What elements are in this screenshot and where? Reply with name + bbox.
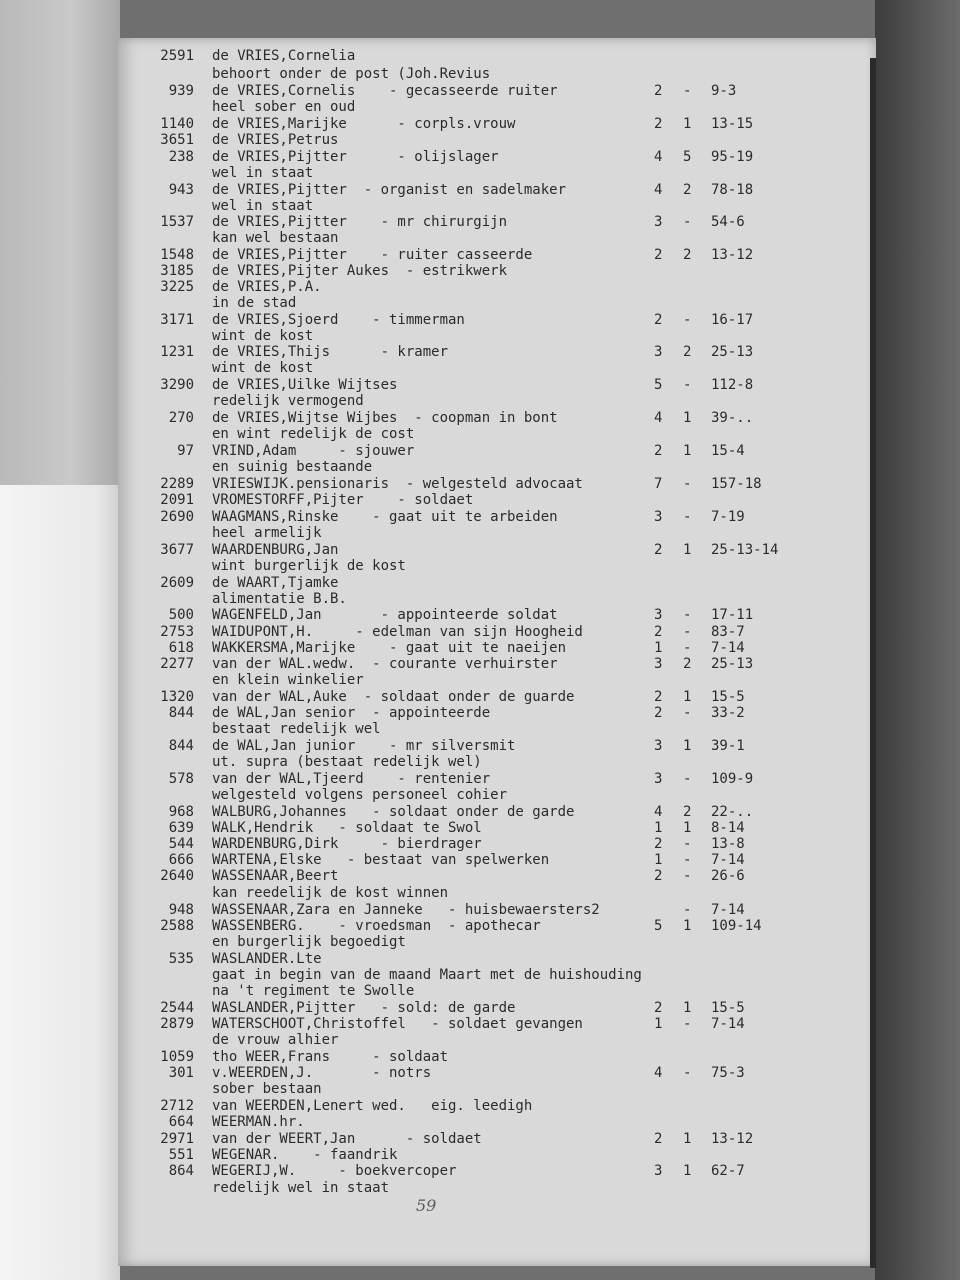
column-a: 3 — [654, 509, 663, 525]
entry-number: 1059 — [160, 1049, 194, 1065]
entry-number: 2971 — [160, 1131, 194, 1147]
column-b: 1 — [683, 820, 692, 836]
register-row — [118, 868, 876, 884]
column-b: - — [683, 1065, 692, 1081]
column-a: 1 — [654, 820, 663, 836]
entry-text: welgesteld volgens personeel cohier — [212, 787, 508, 803]
register-row — [118, 983, 876, 999]
column-a: 3 — [654, 656, 663, 672]
register-row — [118, 509, 876, 525]
column-c: 7-14 — [711, 640, 745, 656]
entry-text: WAAGMANS,Rinske - gaat uit te arbeiden — [212, 509, 558, 525]
column-c: 95-19 — [711, 149, 754, 165]
register-row — [118, 443, 876, 459]
column-b: 2 — [683, 344, 692, 360]
register-row — [118, 263, 876, 279]
register-row — [118, 492, 876, 508]
entry-text: de vrouw alhier — [212, 1032, 339, 1048]
column-c: 7-14 — [711, 852, 745, 868]
column-c: 78-18 — [711, 182, 754, 198]
column-c: 13-12 — [711, 1131, 754, 1147]
entry-number: 618 — [168, 640, 194, 656]
entry-number: 639 — [168, 820, 194, 836]
column-c: 7-14 — [711, 1016, 745, 1032]
column-a: 4 — [654, 1065, 663, 1081]
entry-number: 666 — [168, 852, 194, 868]
column-b: - — [683, 852, 692, 868]
column-c: 25-13 — [711, 656, 754, 672]
column-b: - — [683, 902, 692, 918]
column-c: 15-4 — [711, 443, 745, 459]
register-row — [118, 934, 876, 950]
column-b: - — [683, 868, 692, 884]
register-row — [118, 558, 876, 574]
entry-number: 2289 — [160, 476, 194, 492]
register-row — [118, 426, 876, 442]
register-row — [118, 689, 876, 705]
entry-text: en burgerlijk begoedigt — [212, 934, 406, 950]
column-a: 2 — [654, 83, 663, 99]
register-row — [118, 247, 876, 263]
column-c: 39-.. — [711, 410, 754, 426]
column-b: 1 — [683, 116, 692, 132]
column-a: 5 — [654, 918, 663, 934]
column-a: 2 — [654, 116, 663, 132]
entry-text: WALBURG,Johannes - soldaat onder de garde — [212, 804, 575, 820]
entry-text: de VRIES,Pijtter - ruiter casseerde — [212, 247, 533, 263]
register-row — [118, 951, 876, 967]
column-b: - — [683, 476, 692, 492]
entry-text: ut. supra (bestaat redelijk wel) — [212, 754, 482, 770]
column-b: 5 — [683, 149, 692, 165]
entry-text: WEERMAN.hr. — [212, 1114, 305, 1130]
entry-number: 844 — [168, 738, 194, 754]
column-a: 1 — [654, 640, 663, 656]
register-row — [118, 459, 876, 475]
column-a: 2 — [654, 542, 663, 558]
entry-text: WASSENAAR,Beert — [212, 868, 339, 884]
entry-number: 3677 — [160, 542, 194, 558]
register-row — [118, 1163, 876, 1179]
entry-text: behoort onder de post (Joh.Revius — [212, 66, 491, 82]
entry-text: van der WAL.wedw. - courante verhuirster — [212, 656, 558, 672]
entry-number: 664 — [168, 1114, 194, 1130]
register-row — [118, 1180, 876, 1196]
column-a: 2 — [654, 705, 663, 721]
register-row — [118, 132, 876, 148]
column-a: 2 — [654, 689, 663, 705]
entry-text: WARDENBURG,Dirk - bierdrager — [212, 836, 482, 852]
register-row — [118, 525, 876, 541]
document-page — [118, 38, 876, 1266]
entry-text: sober bestaan — [212, 1081, 322, 1097]
column-a: 4 — [654, 182, 663, 198]
entry-text: WEGENAR. - faandrik — [212, 1147, 398, 1163]
register-row — [118, 1016, 876, 1032]
register-row — [118, 836, 876, 852]
entry-text: de VRIES,Marijke - corpls.vrouw — [212, 116, 516, 132]
column-a: 2 — [654, 247, 663, 263]
entry-number: 943 — [168, 182, 194, 198]
register-row — [118, 83, 876, 99]
page-number: 59 — [416, 1196, 437, 1215]
register-row — [118, 149, 876, 165]
column-b: 1 — [683, 1000, 692, 1016]
entry-text: na 't regiment te Swolle — [212, 983, 415, 999]
column-b: - — [683, 83, 692, 99]
entry-text: WAKKERSMA,Marijke - gaat uit te naeijen — [212, 640, 567, 656]
entry-number: 270 — [168, 410, 194, 426]
register-row — [118, 771, 876, 787]
entry-number: 2879 — [160, 1016, 194, 1032]
entry-number: 2640 — [160, 868, 194, 884]
column-b: 1 — [683, 443, 692, 459]
register-row — [118, 48, 876, 64]
register-row — [118, 165, 876, 181]
column-b: 1 — [683, 1131, 692, 1147]
column-a: 2 — [654, 836, 663, 852]
register-row — [118, 476, 876, 492]
entry-text: tho WEER,Frans - soldaat — [212, 1049, 449, 1065]
entry-number: 1548 — [160, 247, 194, 263]
register-row — [118, 182, 876, 198]
entry-text: en suinig bestaande — [212, 459, 373, 475]
entry-text: de VRIES,Wijtse Wijbes - coopman in bont — [212, 410, 558, 426]
column-b: 1 — [683, 1163, 692, 1179]
column-a: 4 — [654, 149, 663, 165]
entry-number: 948 — [168, 902, 194, 918]
register-row — [118, 230, 876, 246]
register-row — [118, 214, 876, 230]
entry-number: 2588 — [160, 918, 194, 934]
column-a: 4 — [654, 410, 663, 426]
column-b: - — [683, 771, 692, 787]
entry-number: 2690 — [160, 509, 194, 525]
column-a: 7 — [654, 476, 663, 492]
column-c: 15-5 — [711, 1000, 745, 1016]
entry-text: heel armelijk — [212, 525, 322, 541]
column-b: 2 — [683, 656, 692, 672]
entry-text: redelijk wel in staat — [212, 1180, 390, 1196]
register-row — [118, 804, 876, 820]
column-b: 1 — [683, 689, 692, 705]
entry-number: 238 — [168, 149, 194, 165]
register-row — [118, 918, 876, 934]
entry-text: de VRIES,Sjoerd - timmerman — [212, 312, 465, 328]
column-b: 1 — [683, 542, 692, 558]
column-b: - — [683, 509, 692, 525]
entry-text: van WEERDEN,Lenert wed. eig. leedigh — [212, 1098, 533, 1114]
register-row — [118, 640, 876, 656]
column-c: 62-7 — [711, 1163, 745, 1179]
column-a: 4 — [654, 804, 663, 820]
entry-text: WATERSCHOOT,Christoffel - soldaet gevangen — [212, 1016, 583, 1032]
column-a: 3 — [654, 771, 663, 787]
register-row — [118, 1081, 876, 1097]
column-a: 2 — [654, 1000, 663, 1016]
register-row — [118, 99, 876, 115]
column-a: 2 — [654, 443, 663, 459]
column-a: 1 — [654, 1016, 663, 1032]
column-c: 109-9 — [711, 771, 754, 787]
register-row — [118, 738, 876, 754]
register-row — [118, 410, 876, 426]
entry-number: 1140 — [160, 116, 194, 132]
register-row — [118, 1000, 876, 1016]
column-c: 7-19 — [711, 509, 745, 525]
entry-text: v.WEERDEN,J. - notrs — [212, 1065, 432, 1081]
page-edge — [870, 58, 876, 1268]
entry-text: VRIND,Adam - sjouwer — [212, 443, 415, 459]
column-c: 7-14 — [711, 902, 745, 918]
entry-text: bestaat redelijk wel — [212, 721, 381, 737]
entry-number: 2712 — [160, 1098, 194, 1114]
entry-text: de WAL,Jan senior - appointeerde — [212, 705, 491, 721]
entry-number: 2277 — [160, 656, 194, 672]
register-row — [118, 377, 876, 393]
column-b: 1 — [683, 738, 692, 754]
entry-text: wint de kost — [212, 328, 314, 344]
entry-number: 3225 — [160, 279, 194, 295]
column-b: - — [683, 312, 692, 328]
register-row — [118, 1147, 876, 1163]
entry-text: de VRIES,Cornelis - gecasseerde ruiter — [212, 83, 558, 99]
column-c: 13-15 — [711, 116, 754, 132]
entry-text: van der WAL,Auke - soldaat onder de guarde — [212, 689, 575, 705]
column-a: 2 — [654, 1131, 663, 1147]
column-c: 25-13-14 — [711, 542, 779, 558]
register-row — [118, 852, 876, 868]
register-row — [118, 705, 876, 721]
entry-text: VRIESWIJK.pensionaris - welgesteld advocaat — [212, 476, 583, 492]
entry-text: WASSENAAR,Zara en Janneke - huisbewaersters2 — [212, 902, 600, 918]
entry-text: kan reedelijk de kost winnen — [212, 885, 449, 901]
register-row — [118, 656, 876, 672]
register-row — [118, 1032, 876, 1048]
entry-number: 2609 — [160, 575, 194, 591]
entry-number: 97 — [177, 443, 194, 459]
entry-text: de WAL,Jan junior - mr silversmit — [212, 738, 516, 754]
entry-text: en wint redelijk de cost — [212, 426, 415, 442]
register-row — [118, 672, 876, 688]
entry-text: de WAART,Tjamke — [212, 575, 339, 591]
register-row — [118, 344, 876, 360]
column-c: 54-6 — [711, 214, 745, 230]
register-row — [118, 607, 876, 623]
entry-number: 2544 — [160, 1000, 194, 1016]
register-row — [118, 393, 876, 409]
column-c: 26-6 — [711, 868, 745, 884]
entry-number: 864 — [168, 1163, 194, 1179]
entry-text: gaat in begin van de maand Maart met de huishouding — [212, 967, 642, 983]
register-row — [118, 754, 876, 770]
entry-text: WAGENFELD,Jan - appointeerde soldat — [212, 607, 558, 623]
entry-text: de VRIES,Pijtter - mr chirurgijn — [212, 214, 508, 230]
entry-text: wel in staat — [212, 165, 314, 181]
register-row — [118, 1131, 876, 1147]
column-b: - — [683, 624, 692, 640]
entry-text: wint de kost — [212, 360, 314, 376]
column-a: 1 — [654, 852, 663, 868]
column-b: - — [683, 1016, 692, 1032]
entry-number: 3290 — [160, 377, 194, 393]
register-row — [118, 328, 876, 344]
column-a: 3 — [654, 344, 663, 360]
entry-text: de VRIES,Pijtter - olijslager — [212, 149, 499, 165]
entry-number: 1537 — [160, 214, 194, 230]
entry-text: WASLANDER,Pijtter - sold: de garde — [212, 1000, 516, 1016]
column-b: - — [683, 607, 692, 623]
column-c: 13-8 — [711, 836, 745, 852]
column-c: 157-18 — [711, 476, 762, 492]
entry-number: 578 — [168, 771, 194, 787]
entry-text: de VRIES,Pijter Aukes - estrikwerk — [212, 263, 508, 279]
register-row — [118, 575, 876, 591]
register-row — [118, 116, 876, 132]
column-a: 2 — [654, 312, 663, 328]
column-b: - — [683, 836, 692, 852]
column-b: 1 — [683, 410, 692, 426]
entry-number: 3171 — [160, 312, 194, 328]
register-row — [118, 1114, 876, 1130]
column-c: 16-17 — [711, 312, 754, 328]
register-row — [118, 624, 876, 640]
column-a: 2 — [654, 868, 663, 884]
column-c: 22-.. — [711, 804, 754, 820]
entry-number: 3185 — [160, 263, 194, 279]
register-row — [118, 312, 876, 328]
entry-number: 500 — [168, 607, 194, 623]
column-a: 3 — [654, 738, 663, 754]
entry-number: 844 — [168, 705, 194, 721]
entry-text: alimentatie B.B. — [212, 591, 347, 607]
entry-text: WEGERIJ,W. - boekvercoper — [212, 1163, 457, 1179]
entry-number: 968 — [168, 804, 194, 820]
column-c: 9-3 — [711, 83, 737, 99]
entry-text: wel in staat — [212, 198, 314, 214]
column-c: 15-5 — [711, 689, 745, 705]
entry-text: heel sober en oud — [212, 99, 356, 115]
register-row — [118, 902, 876, 918]
column-c: 109-14 — [711, 918, 762, 934]
entry-text: van der WEERT,Jan - soldaet — [212, 1131, 482, 1147]
entry-number: 535 — [168, 951, 194, 967]
entry-number: 2753 — [160, 624, 194, 640]
entry-text: de VRIES,P.A. — [212, 279, 322, 295]
entry-text: de VRIES,Pijtter - organist en sadelmaker — [212, 182, 567, 198]
column-c: 83-7 — [711, 624, 745, 640]
column-c: 39-1 — [711, 738, 745, 754]
column-c: 13-12 — [711, 247, 754, 263]
register-row — [118, 591, 876, 607]
entry-text: wint burgerlijk de kost — [212, 558, 406, 574]
entry-number: 2591 — [160, 48, 194, 64]
entry-text: de VRIES,Petrus — [212, 132, 339, 148]
entry-number: 551 — [168, 1147, 194, 1163]
entry-number: 3651 — [160, 132, 194, 148]
register-row — [118, 820, 876, 836]
entry-text: WARTENA,Elske - bestaat van spelwerken — [212, 852, 550, 868]
entry-text: kan wel bestaan — [212, 230, 339, 246]
entry-text: de VRIES,Cornelia — [212, 48, 356, 64]
column-a: 2 — [654, 624, 663, 640]
entry-text: WAIDUPONT,H. - edelman van sijn Hoogheid — [212, 624, 583, 640]
column-a: 3 — [654, 1163, 663, 1179]
register-row — [118, 66, 876, 82]
entry-text: WASSENBERG. - vroedsman - apothecar — [212, 918, 541, 934]
entry-number: 1231 — [160, 344, 194, 360]
entry-text: in de stad — [212, 295, 297, 311]
column-b: 2 — [683, 247, 692, 263]
entry-number: 1320 — [160, 689, 194, 705]
register-row — [118, 542, 876, 558]
register-row — [118, 967, 876, 983]
column-a: 5 — [654, 377, 663, 393]
column-b: - — [683, 214, 692, 230]
column-b: 1 — [683, 918, 692, 934]
column-b: 2 — [683, 182, 692, 198]
entry-text: van der WAL,Tjeerd - rentenier — [212, 771, 491, 787]
entry-text: en klein winkelier — [212, 672, 364, 688]
column-b: - — [683, 377, 692, 393]
column-b: - — [683, 705, 692, 721]
column-b: 2 — [683, 804, 692, 820]
column-c: 75-3 — [711, 1065, 745, 1081]
entry-number: 2091 — [160, 492, 194, 508]
column-c: 17-11 — [711, 607, 754, 623]
column-c: 25-13 — [711, 344, 754, 360]
column-a: 3 — [654, 214, 663, 230]
register-row — [118, 279, 876, 295]
entry-number: 544 — [168, 836, 194, 852]
column-c: 33-2 — [711, 705, 745, 721]
register-row — [118, 721, 876, 737]
register-row — [118, 360, 876, 376]
entry-text: VROMESTORFF,Pijter - soldaet — [212, 492, 474, 508]
register-row — [118, 198, 876, 214]
entry-text: de VRIES,Thijs - kramer — [212, 344, 449, 360]
column-c: 112-8 — [711, 377, 754, 393]
column-b: - — [683, 640, 692, 656]
register-row — [118, 1049, 876, 1065]
register-row — [118, 1065, 876, 1081]
register-row — [118, 787, 876, 803]
register-row — [118, 1098, 876, 1114]
entry-text: redelijk vermogend — [212, 393, 364, 409]
background-left-lower — [0, 485, 120, 1280]
background-right — [875, 0, 960, 1280]
entry-number: 939 — [168, 83, 194, 99]
entry-text: WALK,Hendrik - soldaat te Swol — [212, 820, 482, 836]
column-a: 3 — [654, 607, 663, 623]
entry-text: de VRIES,Uilke Wijtses — [212, 377, 398, 393]
column-c: 8-14 — [711, 820, 745, 836]
entry-text: WASLANDER.Lte — [212, 951, 322, 967]
register-row — [118, 885, 876, 901]
entry-number: 301 — [168, 1065, 194, 1081]
register-row — [118, 295, 876, 311]
entry-text: WAARDENBURG,Jan — [212, 542, 339, 558]
